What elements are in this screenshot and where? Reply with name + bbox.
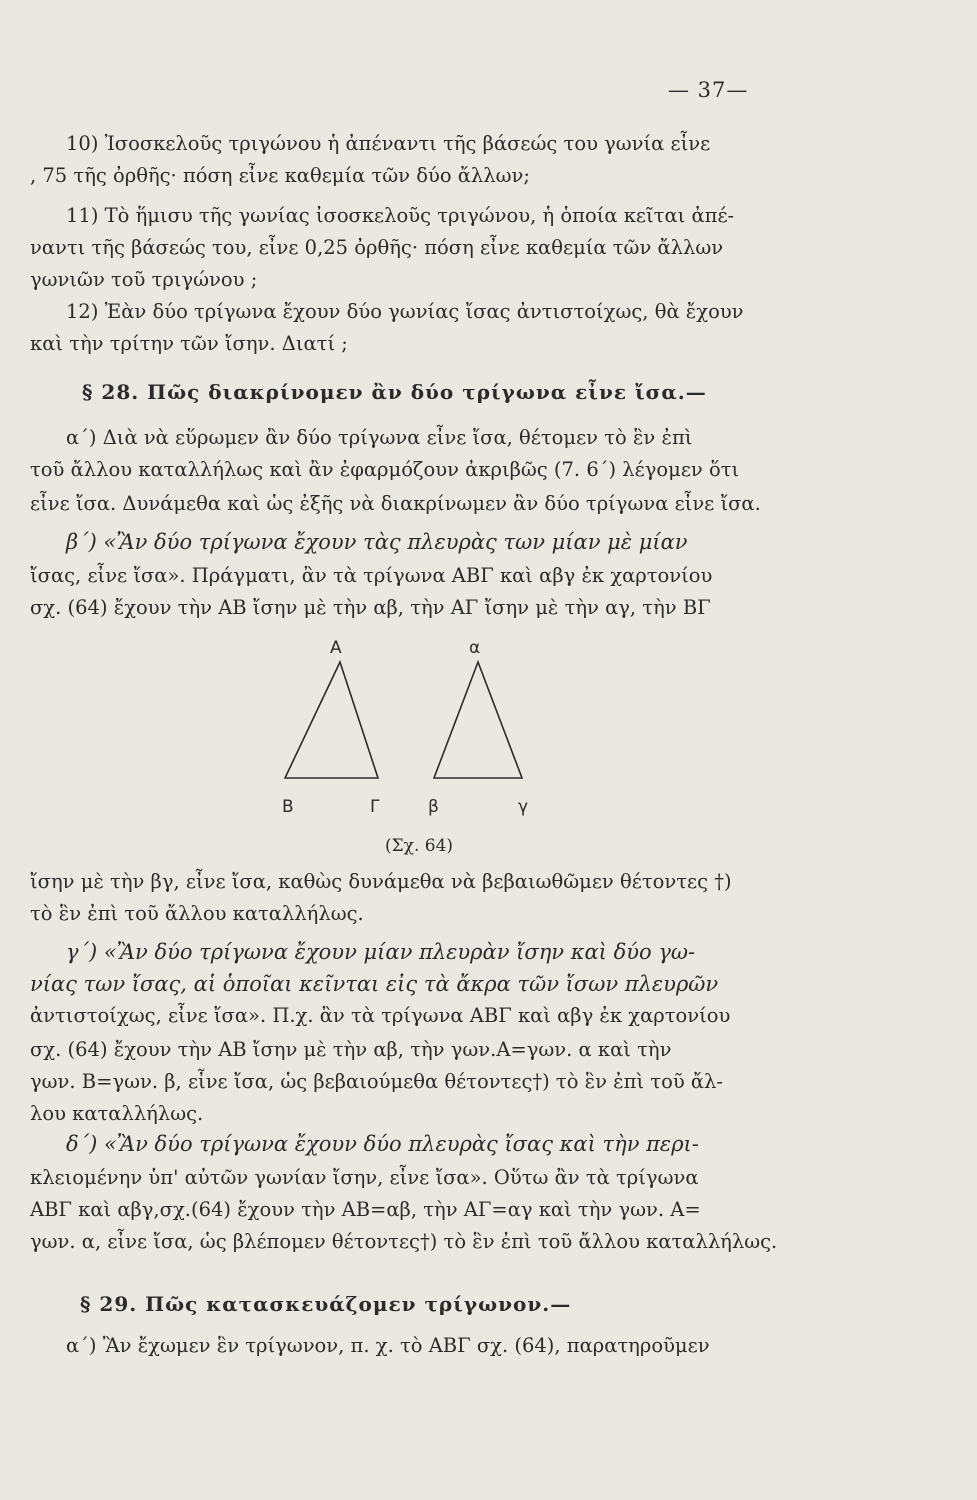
text-line: 10) Ἰσοσκελοῦς τριγώνου ἡ ἀπέναντι τῆς βάσεώς του γωνία εἶνε: [66, 132, 711, 155]
text-line: , 75 τῆς ὀρθῆς· πόση εἶνε καθεμία τῶν δύο ἄλλων;: [30, 164, 530, 187]
text-line: α΄) Ἂν ἔχωμεν ἓν τρίγωνον, π. χ. τὸ ΑΒΓ σχ. (64), παρατηροῦμεν: [66, 1334, 710, 1357]
text-line: ἴσην μὲ τὴν βγ, εἶνε ἴσα, καθὼς δυνάμεθα νὰ βεβαιωθῶμεν θέτοντες †): [30, 870, 732, 893]
section-heading: § 28. Πῶς διακρίνομεν ἂν δύο τρίγωνα εἶνε ἴσα.—: [82, 380, 707, 404]
text-line: γωνιῶν τοῦ τριγώνου ;: [30, 268, 258, 291]
text-line: τοῦ ἄλλου καταλλήλως καὶ ἂν ἐφαρμόζουν ἀκριβῶς (7. 6΄) λέγομεν ὅτι: [30, 458, 740, 481]
text-line: σχ. (64) ἔχουν τὴν ΑΒ ἴσην μὲ τὴν αβ, τὴν ΑΓ ἴσην μὲ τὴν αγ, τὴν ΒΓ: [30, 596, 711, 619]
text-line: ἴσας, εἶνε ἴσα». Πράγματι, ἂν τὰ τρίγωνα ΑΒΓ καὶ αβγ ἐκ χαρτονίου: [30, 564, 713, 587]
text-line: 12) Ἐὰν δύο τρίγωνα ἔχουν δύο γωνίας ἴσας ἀντιστοίχως, θὰ ἔχουν: [66, 300, 744, 323]
theorem-line: β΄) «Ἂν δύο τρίγωνα ἔχουν τὰς πλευρὰς των μίαν μὲ μίαν: [66, 530, 688, 554]
text-line: κλειομένην ὑπ' αὐτῶν γωνίαν ἴσην, εἶνε ἴσα». Οὕτω ἂν τὰ τρίγωνα: [30, 1166, 699, 1189]
text-line: γων. α, εἶνε ἴσα, ὡς βλέπομεν θέτοντες†) τὸ ἓν ἐπὶ τοῦ ἄλλου καταλλήλως.: [30, 1230, 778, 1253]
page-number: — 37—: [668, 78, 749, 102]
text-line: ἀντιστοίχως, εἶνε ἴσα». Π.χ. ἂν τὰ τρίγωνα ΑΒΓ καὶ αβγ ἐκ χαρτονίου: [30, 1004, 731, 1027]
text-line: καὶ τὴν τρίτην τῶν ἴσην. Διατί ;: [30, 332, 348, 355]
figure-caption: (Σχ. 64): [385, 836, 454, 856]
label-gamma: γ: [518, 797, 529, 817]
theorem-line: δ΄) «Ἂν δύο τρίγωνα ἔχουν δύο πλευρὰς ἴσας καὶ τὴν περι-: [66, 1132, 699, 1156]
label-A: A: [330, 638, 342, 658]
text-line: εἶνε ἴσα. Δυνάμεθα καὶ ὡς ἐξῆς νὰ διακρίνωμεν ἂν δύο τρίγωνα εἶνε ἴσα.: [30, 492, 761, 515]
label-alpha: α: [469, 638, 481, 658]
label-B: B: [282, 797, 294, 817]
text-line: γων. Β=γων. β, εἶνε ἴσα, ὡς βεβαιούμεθα θέτοντες†) τὸ ἓν ἐπὶ τοῦ ἄλ-: [30, 1070, 723, 1093]
theorem-line: γ΄) «Ἂν δύο τρίγωνα ἔχουν μίαν πλευρὰν ἴσην καὶ δύο γω-: [66, 940, 696, 964]
label-Gamma: Γ: [370, 797, 380, 817]
triangle-ABG: [285, 662, 378, 778]
label-beta: β: [428, 797, 439, 817]
text-line: σχ. (64) ἔχουν τὴν ΑΒ ἴσην μὲ τὴν αβ, τὴν γων.Α=γων. α καὶ τὴν: [30, 1038, 672, 1061]
triangle-abg: [434, 662, 522, 778]
text-line: τὸ ἓν ἐπὶ τοῦ ἄλλου καταλλήλως.: [30, 902, 364, 925]
theorem-line: νίας των ἴσας, αἱ ὁποῖαι κεῖνται εἰς τὰ ἄκρα τῶν ἴσων πλευρῶν: [30, 972, 719, 996]
text-line: ναντι τῆς βάσεώς του, εἶνε 0,25 ὀρθῆς· πόση εἶνε καθεμία τῶν ἄλλων: [30, 236, 724, 259]
text-line: 11) Τὸ ἥμισυ τῆς γωνίας ἰσοσκελοῦς τριγώνου, ἡ ὁποία κεῖται ἀπέ-: [66, 204, 735, 227]
text-line: λου καταλλήλως.: [30, 1102, 204, 1125]
text-line: α΄) Διὰ νὰ εὕρωμεν ἂν δύο τρίγωνα εἶνε ἴσα, θέτομεν τὸ ἓν ἐπὶ: [66, 426, 693, 449]
section-heading: § 29. Πῶς κατασκευάζομεν τρίγωνον.—: [80, 1292, 572, 1316]
text-line: ΑΒΓ καὶ αβγ,σχ.(64) ἔχουν τὴν ΑΒ=αβ, τὴν ΑΓ=αγ καὶ τὴν γων. Α=: [30, 1198, 701, 1221]
